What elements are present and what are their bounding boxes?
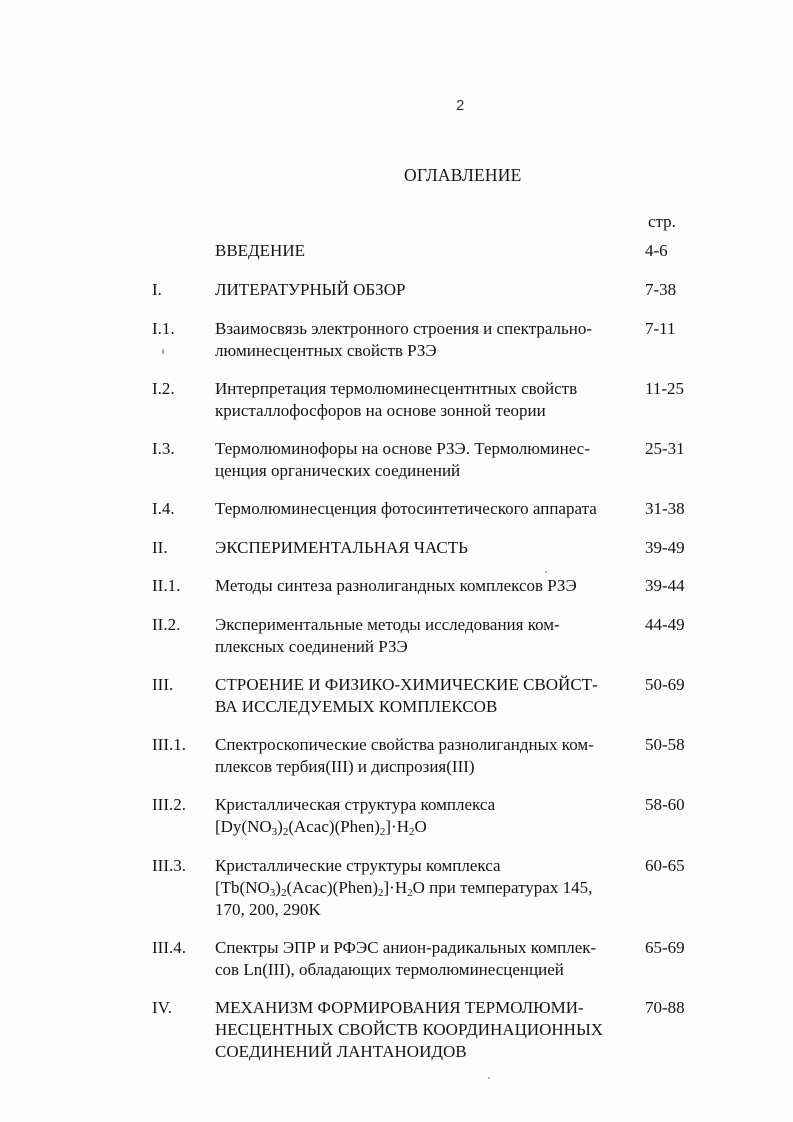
entry-title (215, 318, 640, 362)
entry-title-line: кристаллофосфоров на основе зонной теории (215, 401, 546, 420)
page-number: 2 (456, 97, 465, 114)
entry-number: III.4. (152, 938, 186, 957)
entry-title-line: Термолюминесценция фотосинтетического аппарата (215, 499, 597, 518)
entry-title (215, 674, 640, 718)
scan-speck (162, 349, 164, 354)
entry-title-line: Методы синтеза разнолигандных комплексов РЗЭ (215, 576, 577, 595)
toc-title: ОГЛАВЛЕНИЕ (404, 165, 522, 185)
entry-number: I.3. (152, 439, 175, 458)
entry-title-line: Кристаллическая структура комплекса (215, 795, 496, 814)
entry-title-line: Спектроскопические свойства разнолигандных ком- (215, 735, 594, 754)
entry-pages: 44-49 (645, 615, 685, 634)
entry-pages: 65-69 (645, 938, 685, 957)
entry-title (215, 734, 640, 778)
entry-title (215, 997, 640, 1063)
entry-title-line: плексных соединений РЗЭ (215, 637, 408, 656)
entry-title-line: ЛИТЕРАТУРНЫЙ ОБЗОР (215, 280, 406, 299)
pages-column-header: стр. (648, 212, 676, 231)
entry-pages: 60-65 (645, 856, 685, 875)
entry-pages: 39-49 (645, 538, 685, 557)
entry-title-line: НЕСЦЕНТНЫХ СВОЙСТВ КООРДИНАЦИОННЫХ (215, 1020, 604, 1039)
entry-title (215, 937, 640, 981)
entry-title-line: Кристаллические структуры комплекса (215, 856, 501, 875)
entry-number: I. (152, 280, 162, 299)
entry-title-line: СОЕДИНЕНИЙ ЛАНТАНОИДОВ (215, 1042, 467, 1061)
entry-title-line: ВВЕДЕНИЕ (215, 241, 305, 260)
entry-title (215, 498, 640, 520)
entry-title (215, 537, 640, 559)
entry-title (215, 855, 640, 921)
entry-pages: 25-31 (645, 439, 685, 458)
entry-number: III.3. (152, 856, 186, 875)
scan-speck (488, 1077, 490, 1079)
entry-pages: 31-38 (645, 499, 685, 518)
entry-title-line: Интерпретация термолюминесцентнтных свойств (215, 379, 578, 398)
chemical-formula: $[Tb(NO_3)_2(Acac)(Phen)_2]\cdot H_2O$ при температурах 145, (215, 878, 593, 899)
chemical-formula: $[Dy(NO_3)_2(Acac)(Phen)_2]\cdot H_2O$ (215, 817, 427, 838)
entry-title (215, 575, 640, 597)
scan-speck (545, 571, 547, 573)
entry-title-line: сов Ln(III), обладающих термолюминесценцией (215, 960, 564, 979)
entry-pages: 70-88 (645, 998, 685, 1017)
entry-pages: 4-6 (645, 241, 668, 260)
entry-title-line: Спектры ЭПР и РФЭС анион-радикальных комплек- (215, 938, 597, 957)
entry-number: II.2. (152, 615, 181, 634)
entry-title-line: Взаимосвязь электронного строения и спектрально- (215, 319, 593, 338)
entry-number: I.1. (152, 319, 175, 338)
entry-pages: 11-25 (645, 379, 685, 398)
entry-number: IV. (152, 998, 172, 1017)
entry-title (215, 614, 640, 658)
entry-pages: 50-58 (645, 735, 685, 754)
entry-number: I.4. (152, 499, 175, 518)
entry-number: II.1. (152, 576, 181, 595)
entry-title (215, 378, 640, 422)
entry-number: II. (152, 538, 168, 557)
entry-title-line: 170, 200, 290K (215, 900, 321, 919)
entry-title-line: СТРОЕНИЕ И ФИЗИКО-ХИМИЧЕСКИЕ СВОЙСТ- (215, 675, 598, 694)
entry-title-line: люминесцентных свойств РЗЭ (215, 341, 437, 360)
entry-title (215, 438, 640, 482)
entry-title (215, 279, 640, 301)
entry-title-line: Термолюминофоры на основе РЗЭ. Термолюминес- (215, 439, 590, 458)
entry-pages: 58-60 (645, 795, 685, 814)
entry-pages: 50-69 (645, 675, 685, 694)
entry-title-line: МЕХАНИЗМ ФОРМИРОВАНИЯ ТЕРМОЛЮМИ- (215, 998, 584, 1017)
entry-pages: 7-11 (645, 319, 676, 338)
entry-pages: 39-44 (645, 576, 685, 595)
entry-number: III. (152, 675, 174, 694)
entry-pages: 7-38 (645, 280, 677, 299)
entry-title-line: плексов тербия(III) и диспрозия(III) (215, 757, 475, 776)
entry-title (215, 240, 640, 262)
entry-title-line: ВА ИССЛЕДУЕМЫХ КОМПЛЕКСОВ (215, 697, 498, 716)
entry-title-line: ценция органических соединений (215, 461, 461, 480)
entry-title (215, 794, 640, 838)
entry-title-line: ЭКСПЕРИМЕНТАЛЬНАЯ ЧАСТЬ (215, 538, 468, 557)
entry-number: III.2. (152, 795, 186, 814)
entry-number: I.2. (152, 379, 175, 398)
entry-title-line: Экспериментальные методы исследования ком- (215, 615, 560, 634)
entry-number: III.1. (152, 735, 186, 754)
